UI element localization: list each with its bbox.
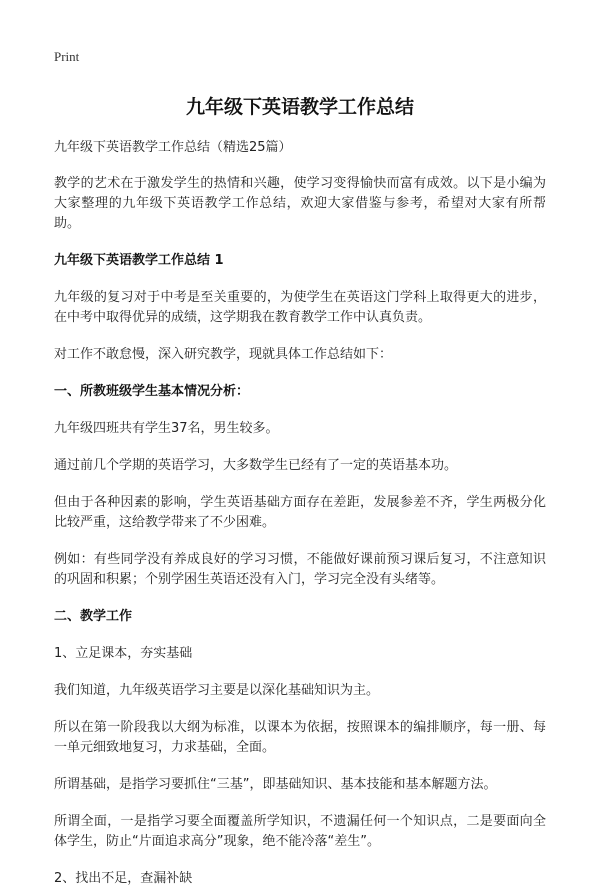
subheading-teaching-work: 二、教学工作 [54, 609, 133, 624]
paragraph-2: 对工作不敢怠慢，深入研究教学，现就具体工作总结如下： [54, 347, 393, 362]
paragraph-4: 通过前几个学期的英语学习，大多数学生已经有了一定的英语基本功。 [54, 458, 458, 473]
paragraph-3: 九年级四班共有学生37名，男生较多。 [54, 421, 279, 436]
paragraph-11: 所谓全面，一是指学习要全面覆盖所学知识，不遗漏任何一个知识点，二是要面向全体学生，防止“片面追求高分”现象，绝不能冷落“差生”。 [54, 814, 546, 849]
print-link[interactable]: Print [54, 49, 80, 64]
paragraph-8: 我们知道，九年级英语学习主要是以深化基础知识为主。 [54, 683, 380, 698]
paragraph-1: 九年级的复习对于中考是至关重要的，为使学生在英语这门学科上取得更大的进步，在中考中取得优异的成绩，这学期我在教育教学工作中认真负责。 [54, 290, 546, 325]
section-heading-1: 九年级下英语教学工作总结 1 [54, 253, 224, 268]
page-title: 九年级下英语教学工作总结 [185, 96, 414, 118]
paragraph-5: 但由于各种因素的影响，学生英语基础方面存在差距，发展参差不齐，学生两极分化比较严重，这给教学带来了不少困难。 [54, 495, 546, 530]
paragraph-9: 所以在第一阶段我以大纲为标准，以课本为依据，按照课本的编排顺序，每一册、每一单元细致地复习，力求基础，全面。 [54, 720, 546, 755]
paragraph-12: 2、找出不足，查漏补缺 [54, 871, 193, 886]
subheading-student-analysis: 一、所教班级学生基本情况分析： [54, 384, 250, 399]
paragraph-7: 1、立足课本，夯实基础 [54, 646, 193, 661]
paragraph-10: 所谓基础，是指学习要抓住“三基”，即基础知识、基本技能和基本解题方法。 [54, 777, 497, 792]
paragraph-6: 例如：有些同学没有养成良好的学习习惯，不能做好课前预习课后复习，不注意知识的巩固和积累；个别学困生英语还没有入门，学习完全没有头绪等。 [54, 552, 546, 587]
document-subtitle: 九年级下英语教学工作总结（精选25篇） [54, 140, 292, 155]
intro-paragraph: 教学的艺术在于激发学生的热情和兴趣，使学习变得愉快而富有成效。以下是小编为大家整理的九年级下英语教学工作总结，欢迎大家借鉴与参考，希望对大家有所帮助。 [54, 176, 546, 231]
